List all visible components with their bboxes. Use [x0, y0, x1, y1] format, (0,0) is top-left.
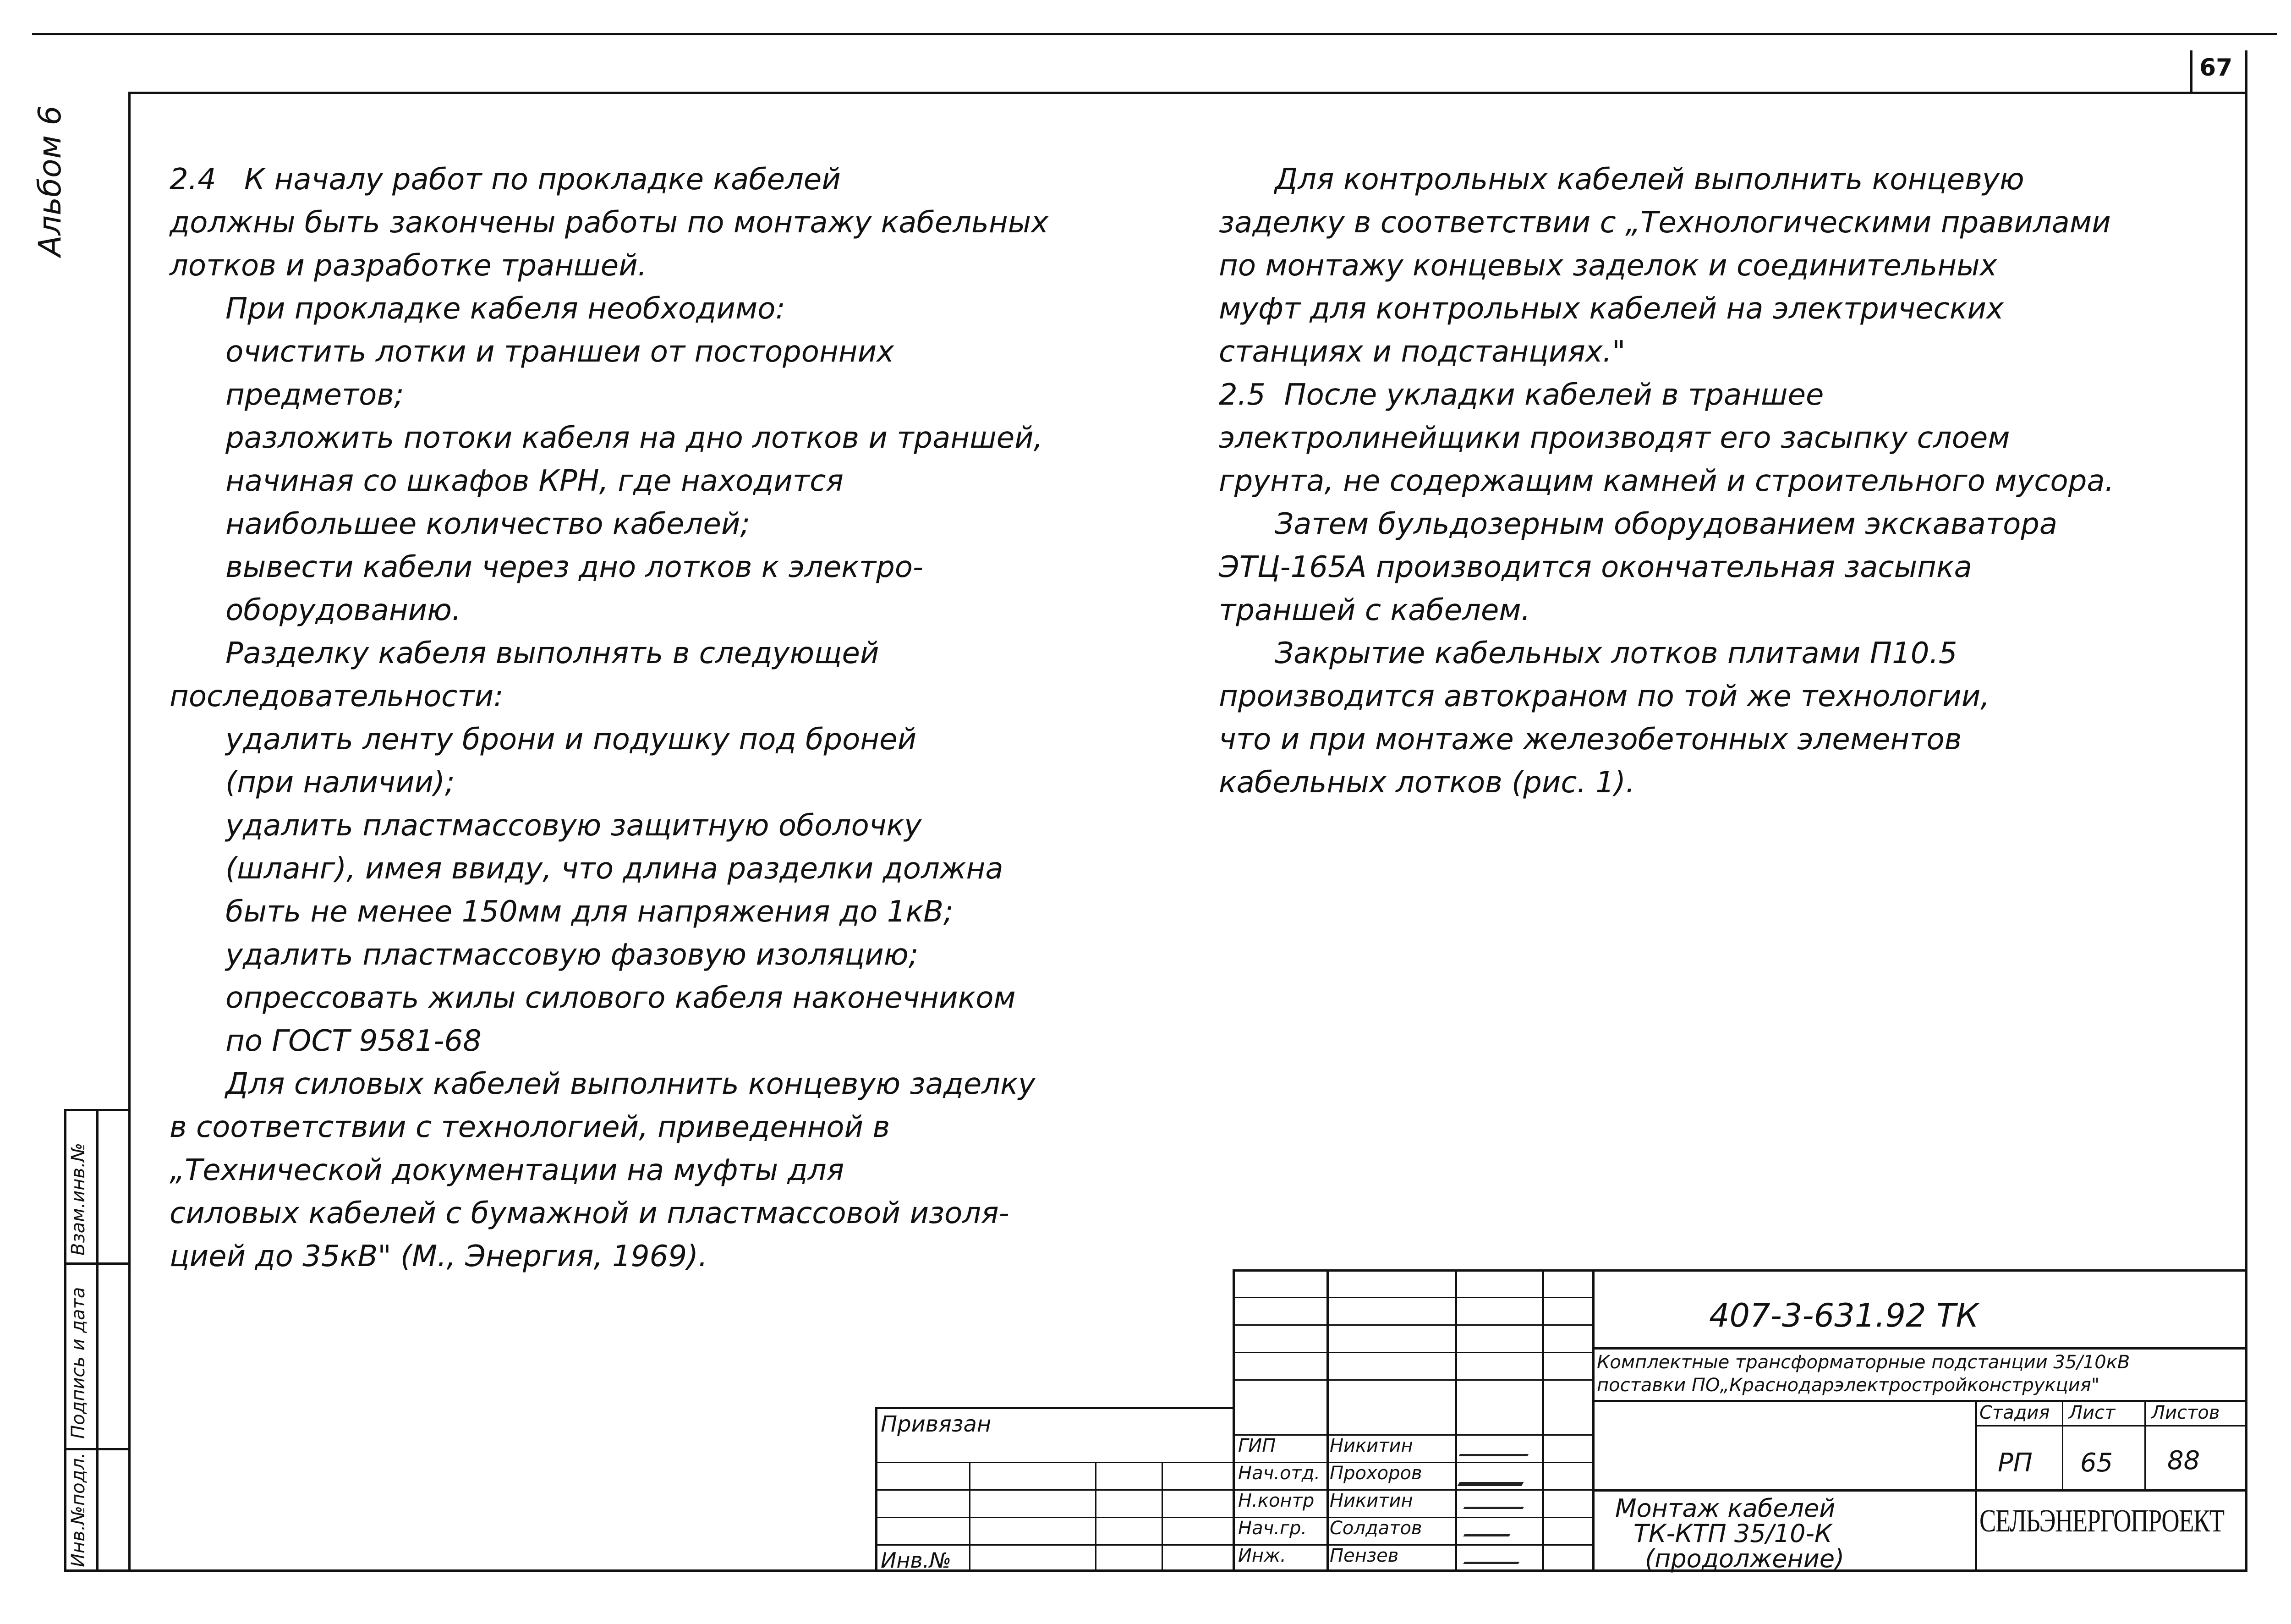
inv-no-label: Инв.№	[881, 1548, 952, 1573]
top-rule	[32, 33, 2277, 35]
left-line: Для силовых кабелей выполнить концевую заделку	[170, 1067, 1036, 1101]
signature	[1458, 1446, 1533, 1456]
tb-priv-col	[969, 1462, 970, 1572]
tb-priv-row	[875, 1544, 1235, 1546]
side-stamp-div1	[64, 1262, 128, 1265]
stamp-inv-podl: Инв.№подл.	[68, 1452, 89, 1567]
side-stamp-mid	[96, 1109, 99, 1572]
left-line: должны быть закончены работы по монтажу кабельных	[170, 206, 1049, 240]
pagenum-box-left	[2190, 50, 2192, 94]
right-line: что и при монтаже железобетонных элементов	[1219, 723, 1962, 757]
side-stamp-div2	[64, 1448, 128, 1450]
left-line: вывести кабели через дно лотков к электро-	[170, 550, 923, 584]
left-line: разложить потоки кабеля на дно лотков и траншей,	[170, 421, 1043, 455]
name-cell: Солдатов	[1330, 1518, 1422, 1539]
right-line: станциях и подстанциях."	[1219, 335, 1626, 369]
tb-priv-row	[875, 1489, 1235, 1491]
tb-row	[1235, 1297, 1595, 1298]
right-line: Закрытие кабельных лотков плитами П10.5	[1219, 636, 1957, 670]
tb-row	[1235, 1544, 1595, 1546]
left-line: (шланг), имея ввиду, что длина разделки должна	[170, 852, 1003, 886]
album-label: Альбом 6	[32, 105, 68, 257]
name-cell: Никитин	[1330, 1435, 1413, 1456]
left-line: начиная со шкафов КРН, где находится	[170, 464, 844, 498]
right-line: траншей с кабелем.	[1219, 593, 1530, 627]
left-line: цией до 35кВ" (М., Энергия, 1969).	[170, 1240, 708, 1273]
role-cell: Нач.отд.	[1238, 1463, 1321, 1484]
project-line-2: поставки ПО„Краснодарэлектростройконструкция"	[1597, 1375, 2100, 1396]
sheets-value: 88	[2167, 1446, 2200, 1476]
project-line-1: Комплектные трансформаторные подстанции 35/10кВ	[1597, 1352, 2130, 1373]
right-line: кабельных лотков (рис. 1).	[1219, 766, 1635, 800]
left-line: быть не менее 150мм для напряжения до 1кВ;	[170, 895, 954, 929]
side-stamp-top	[64, 1109, 128, 1111]
tb-vdiv-main	[1592, 1269, 1595, 1572]
role-cell: ГИП	[1238, 1435, 1276, 1456]
right-line: ЭТЦ-165А производится окончательная засыпка	[1219, 550, 1972, 584]
role-cell: Н.контр	[1238, 1490, 1315, 1511]
tb-priv-col	[1095, 1462, 1096, 1572]
frame-left	[128, 92, 131, 1572]
doc-code: 407-3-631.92 ТК	[1709, 1297, 1979, 1334]
tb-row	[1235, 1324, 1595, 1326]
sheets-label: Листов	[2151, 1402, 2220, 1423]
left-line: по ГОСТ 9581-68	[170, 1024, 482, 1058]
tb-priv-col	[1162, 1462, 1163, 1572]
side-stamp-left	[64, 1109, 66, 1572]
tb-row	[1235, 1352, 1595, 1353]
right-line: грунта, не содержащим камней и строительного мусора.	[1219, 464, 2114, 498]
page-number: 67	[2199, 54, 2233, 82]
right-line: муфт для контрольных кабелей на электрических	[1219, 292, 2004, 326]
side-stamp	[64, 1109, 128, 1572]
stage-value: РП	[1998, 1448, 2033, 1478]
frame-top	[128, 92, 2247, 94]
name-cell: Никитин	[1330, 1490, 1413, 1511]
left-line: лотков и разработке траншей.	[170, 249, 647, 283]
sheet-label: Лист	[2069, 1402, 2116, 1423]
left-line: „Технической документации на муфты для	[170, 1153, 844, 1187]
role-cell: Нач.гр.	[1238, 1518, 1307, 1539]
left-line: наибольшее количество кабелей;	[170, 507, 750, 541]
tb-priv-row	[875, 1517, 1235, 1518]
right-line: заделку в соответствии с „Технологическими правилами	[1219, 206, 2111, 240]
sheet-title-2: ТК-КТП 35/10-К	[1633, 1519, 1832, 1548]
left-line: опрессовать жилы силового кабеля наконечником	[170, 981, 1016, 1015]
left-line: предметов;	[170, 378, 404, 412]
name-cell: Прохоров	[1330, 1463, 1422, 1484]
right-line: производится автокраном по той же технологии,	[1219, 680, 1990, 713]
title-block	[875, 1269, 2247, 1572]
privyazan-label: Привязан	[881, 1411, 992, 1437]
left-line: очистить лотки и траншеи от посторонних	[170, 335, 894, 369]
tb-priv-row	[875, 1462, 1235, 1463]
tb-row	[1235, 1379, 1595, 1381]
signature	[1463, 1553, 1524, 1564]
left-line: оборудованию.	[170, 593, 461, 627]
sheet-value: 65	[2080, 1448, 2113, 1478]
sheet-title-1: Монтаж кабелей	[1615, 1494, 1836, 1523]
tb-privyazan-top	[875, 1407, 1235, 1409]
signature	[1457, 1471, 1530, 1486]
tb-stage-label-row	[1975, 1425, 2247, 1426]
left-line: При прокладке кабеля необходимо:	[170, 292, 785, 326]
stamp-vzam-inv: Взам.инв.№	[68, 1142, 89, 1256]
tb-vdiv-name	[1455, 1269, 1457, 1572]
stage-label: Стадия	[1979, 1402, 2050, 1423]
right-line: по монтажу концевых заделок и соединительных	[1219, 249, 1997, 283]
right-line: электролинейщики производят его засыпку слоем	[1219, 421, 2010, 455]
left-line: (при наличии);	[170, 766, 455, 800]
left-line: удалить ленту брони и подушку под броней	[170, 723, 917, 757]
right-line: Затем бульдозерным оборудованием экскаватора	[1219, 507, 2058, 541]
tb-left	[1233, 1269, 1235, 1572]
right-line: 2.5 После укладки кабелей в траншее	[1219, 378, 1824, 412]
tb-row	[1235, 1434, 1595, 1436]
signature	[1463, 1498, 1529, 1509]
tb-vdiv-role	[1326, 1269, 1329, 1572]
right-column	[1219, 158, 2227, 804]
right-line: Для контрольных кабелей выполнить концевую	[1219, 163, 2024, 197]
left-line: Разделку кабеля выполнять в следующей	[170, 636, 879, 670]
left-line: удалить пластмассовую защитную оболочку	[170, 809, 922, 843]
tb-sheets-col	[2144, 1400, 2146, 1489]
left-line: силовых кабелей с бумажной и пластмассовой изоля-	[170, 1196, 1009, 1230]
tb-vdiv-sign	[1542, 1269, 1544, 1572]
left-line: последовательности:	[170, 680, 504, 713]
org-name: СЕЛЬЭНЕРГОПРОЕКТ	[1979, 1503, 2224, 1539]
left-line: 2.4 К началу работ по прокладке кабелей	[170, 163, 841, 197]
left-line: в соответствии с технологией, приведенной в	[170, 1110, 890, 1144]
tb-sheet-col	[2062, 1400, 2063, 1489]
name-cell: Пензев	[1330, 1545, 1399, 1566]
sheet-title-3: (продолжение)	[1645, 1544, 1845, 1573]
stamp-podpis-data: Подпись и дата	[68, 1287, 89, 1439]
left-column	[170, 158, 1178, 1278]
role-cell: Инж.	[1238, 1545, 1286, 1566]
left-line: удалить пластмассовую фазовую изоляцию;	[170, 938, 919, 972]
tb-project-bottom	[1595, 1400, 2247, 1402]
tb-top	[1233, 1269, 2247, 1272]
tb-mid-row	[1595, 1489, 2247, 1492]
tb-doccode-bottom	[1595, 1347, 2247, 1350]
signature	[1463, 1526, 1515, 1536]
